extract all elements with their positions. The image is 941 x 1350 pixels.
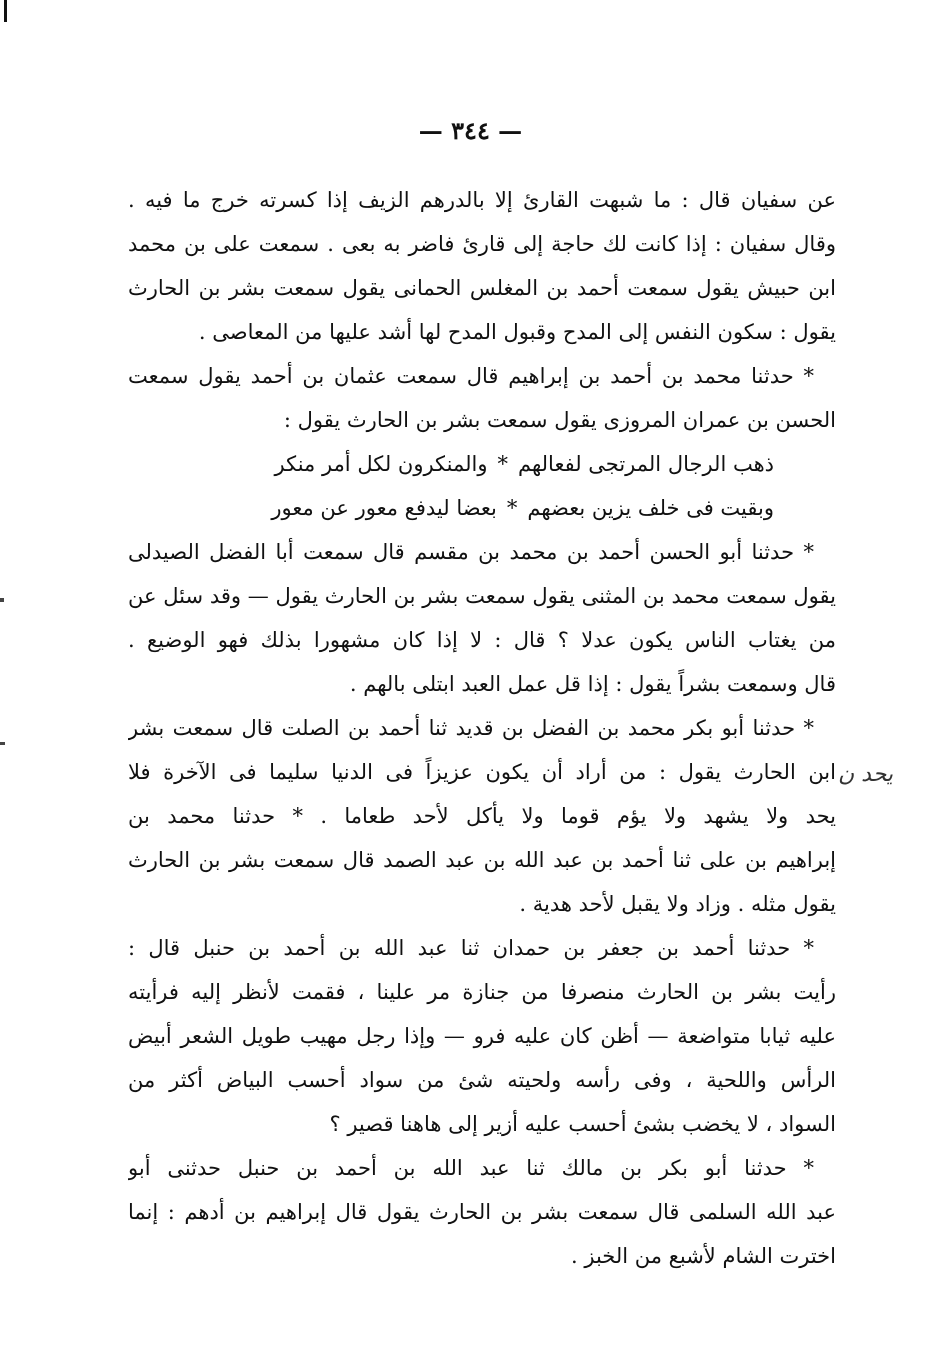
text-line: اخترت الشام لأشبع من الخبز . — [571, 1244, 836, 1268]
verse-hemistich: ذهب الرجال المرتجى لفعالهم — [518, 452, 774, 476]
text-line: * حدثنا أبو الحسن أحمد بن محمد بن مقسم قال سمعت أبا الفضل الصيدلى — [128, 540, 814, 564]
text-line: يحد ولا يشهد ولا يؤم قوما ولا يأكل لأحد طعاما . * حدثنا محمد بن — [128, 804, 836, 828]
verse-hemistich: والمنكرون لكل أمر منكر — [274, 452, 488, 476]
text-line: * حدثنا أحمد بن جعفر بن حمدان ثنا عبد الله بن أحمد بن حنبل قال : — [128, 936, 814, 960]
text-line: رأيت بشر بن الحارث منصرفا من جنازة مر علينا ، فقمت لأنظر إليه فرأيته — [128, 980, 836, 1004]
text-line: عبد الله السلمى قال سمعت بشر بن الحارث يقول قال إبراهيم بن أدهم : إنما — [128, 1200, 836, 1224]
text-line: * حدثنا محمد بن أحمد بن إبراهيم قال سمعت عثمان بن أحمد يقول سمعت — [128, 364, 814, 388]
text-line: قال وسمعت بشراً يقول : إذا قل عمل العبد ابتلى بالهم . — [349, 672, 836, 696]
verse-separator: * — [497, 452, 508, 476]
scan-mark — [0, 742, 5, 745]
text-line: وقال سفيان : إذا كانت لك حاجة إلى قارئ فاضر به بعى . سمعت على بن محمد — [128, 232, 836, 256]
verse-line — [128, 486, 836, 530]
verse-line — [128, 442, 836, 486]
main-text — [128, 178, 836, 1278]
verse-hemistich: وبقيت فى خلف يزين بعضهم — [527, 496, 774, 520]
text-line: يقول مثله . وزاد ولا يقبل لأحد هدية . — [519, 892, 836, 916]
text-line: عن سفيان قال : ما شبهت القارئ إلا بالدرهم الزيف إذا كسرته خرج ما فيه . — [128, 188, 836, 212]
text-line: السواد ، لا يخضب بشئ أحسب عليه أزير إلى هاهنا قصير ؟ — [329, 1112, 836, 1136]
text-line: * حدثنا أبو بكر بن مالك ثنا عبد الله بن أحمد بن حنبل حدثنى أبو — [128, 1156, 814, 1180]
margin-note: يحد ن — [838, 762, 894, 787]
text-line: الرأس واللحية ، وفى رأسه ولحيته شئ من سواد أحسب البياض أكثر من — [128, 1068, 836, 1092]
text-line: إبراهيم بن على ثنا أحمد بن عبد الله بن عبد الصمد قال سمعت بشر بن الحارث — [128, 848, 836, 872]
page-number: — ٣٤٤ — — [418, 116, 523, 145]
text-line: ابن حبيش يقول سمعت أحمد بن المغلس الحمانى يقول سمعت بشر بن الحارث — [128, 276, 836, 300]
text-line: ابن الحارث يقول : من أراد أن يكون عزيزاً فى الدنيا سليما فى الآخرة فلا — [128, 760, 836, 784]
text-line: * حدثنا أبو بكر محمد بن الفضل بن قديد ثنا أحمد بن الصلت قال سمعت بشر — [128, 716, 814, 740]
verse-hemistich: بعضا ليدفع معور عن معور — [271, 496, 497, 520]
text-line: الحسن بن عمران المروزى يقول سمعت بشر بن الحارث يقول : — [283, 408, 836, 432]
verse-separator: * — [506, 496, 518, 520]
scan-mark — [0, 598, 4, 602]
text-line: من يغتاب الناس يكون عدلا ؟ قال : لا إذا كان مشهورا بذلك فهو الوضيع . — [128, 628, 836, 652]
text-line: يقول سمعت محمد بن المثنى يقول سمعت بشر بن الحارث يقول — وقد سئل عن — [128, 584, 836, 608]
text-line: يقول : سكون النفس إلى المدح وقبول المدح لها أشد عليها من المعاصى . — [198, 320, 836, 344]
text-line: عليه ثيابا متواضعة — أظن كان عليه فرو — وإذا رجل مهيب طويل الشعر أبيض — [128, 1024, 836, 1048]
scan-mark — [4, 0, 7, 22]
